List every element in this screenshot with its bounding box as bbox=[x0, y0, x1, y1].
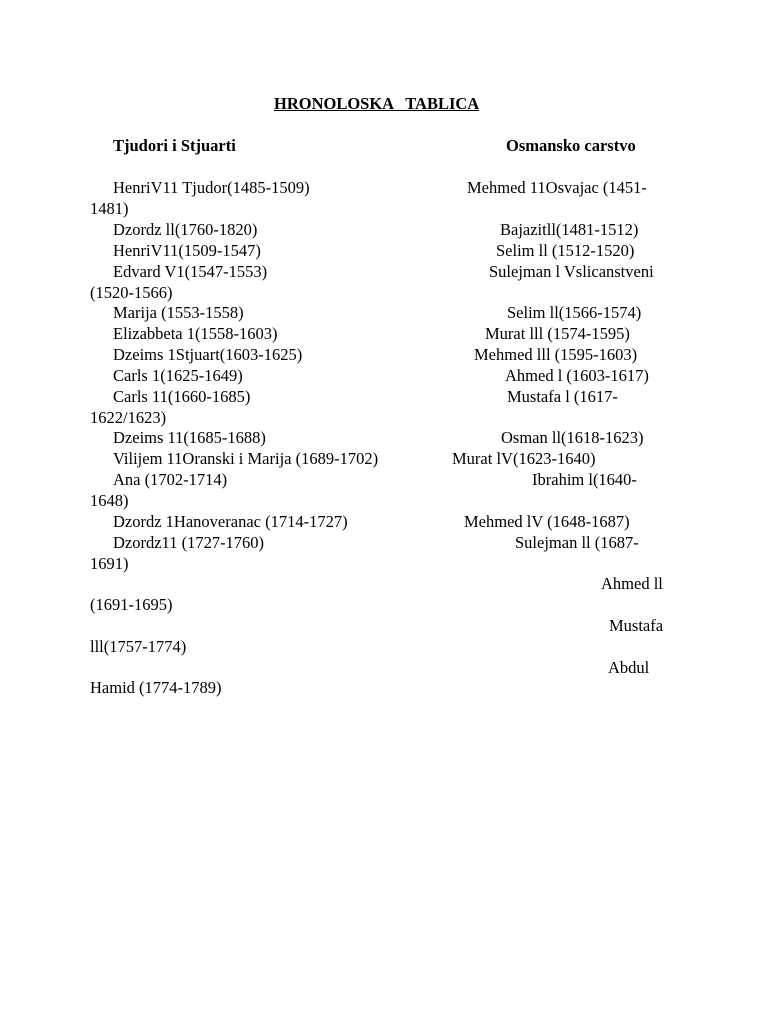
text-line: Edvard V1(1547-1553) bbox=[113, 262, 268, 281]
text-line: Bajazitll(1481-1512) bbox=[500, 220, 639, 239]
text-line: Selim ll (1512-1520) bbox=[496, 241, 635, 260]
right-column-heading: Osmansko carstvo bbox=[506, 136, 636, 155]
text-line: Dzordz 1Hanoveranac (1714-1727) bbox=[113, 512, 348, 531]
text-line: (1691-1695) bbox=[90, 595, 173, 614]
text-line: Carls 1(1625-1649) bbox=[113, 366, 243, 385]
text-line: Murat lll (1574-1595) bbox=[485, 324, 630, 343]
text-line: Abdul bbox=[608, 658, 650, 677]
text-line: Ahmed ll bbox=[601, 574, 663, 593]
text-line: Sulejman ll (1687- bbox=[515, 533, 639, 552]
left-column-heading: Tjudori i Stjuarti bbox=[113, 136, 236, 155]
text-line: 1481) bbox=[90, 199, 129, 218]
text-line: Sulejman l Vslicanstveni bbox=[489, 262, 654, 281]
text-line: Ibrahim l(1640- bbox=[532, 470, 637, 489]
text-line: Mustafa l (1617- bbox=[507, 387, 618, 406]
text-line: Vilijem 11Oranski i Marija (1689-1702) bbox=[113, 449, 379, 468]
text-line: Dzordz ll(1760-1820) bbox=[113, 220, 258, 239]
text-line: Marija (1553-1558) bbox=[113, 303, 244, 322]
text-line: Ana (1702-1714) bbox=[113, 470, 228, 489]
text-line: Ahmed l (1603-1617) bbox=[505, 366, 649, 385]
text-line: 1648) bbox=[90, 491, 129, 510]
text-line: Mehmed 11Osvajac (1451- bbox=[467, 178, 647, 197]
text-line: (1520-1566) bbox=[90, 283, 173, 302]
text-line: Dzordz11 (1727-1760) bbox=[113, 533, 265, 552]
text-line: Elizabbeta 1(1558-1603) bbox=[113, 324, 278, 343]
text-line: HenriV11 Tjudor(1485-1509) bbox=[113, 178, 310, 197]
text-line: Mehmed lV (1648-1687) bbox=[464, 512, 630, 531]
text-line: Murat lV(1623-1640) bbox=[452, 449, 596, 468]
text-line: Selim ll(1566-1574) bbox=[507, 303, 642, 322]
text-line: Mehmed lll (1595-1603) bbox=[474, 345, 638, 364]
text-line: HenriV11(1509-1547) bbox=[113, 241, 261, 260]
text-line: 1691) bbox=[90, 554, 129, 573]
text-line: lll(1757-1774) bbox=[90, 637, 187, 656]
text-line: Mustafa bbox=[609, 616, 664, 635]
text-line: Osman ll(1618-1623) bbox=[501, 428, 644, 447]
document-title: HRONOLOSKA TABLICA bbox=[274, 94, 480, 113]
text-line: Dzeims 11(1685-1688) bbox=[113, 428, 266, 447]
text-line: Carls 11(1660-1685) bbox=[113, 387, 251, 406]
text-line: Hamid (1774-1789) bbox=[90, 678, 222, 697]
text-line: Dzeims 1Stjuart(1603-1625) bbox=[113, 345, 303, 364]
text-line: 1622/1623) bbox=[90, 408, 167, 427]
